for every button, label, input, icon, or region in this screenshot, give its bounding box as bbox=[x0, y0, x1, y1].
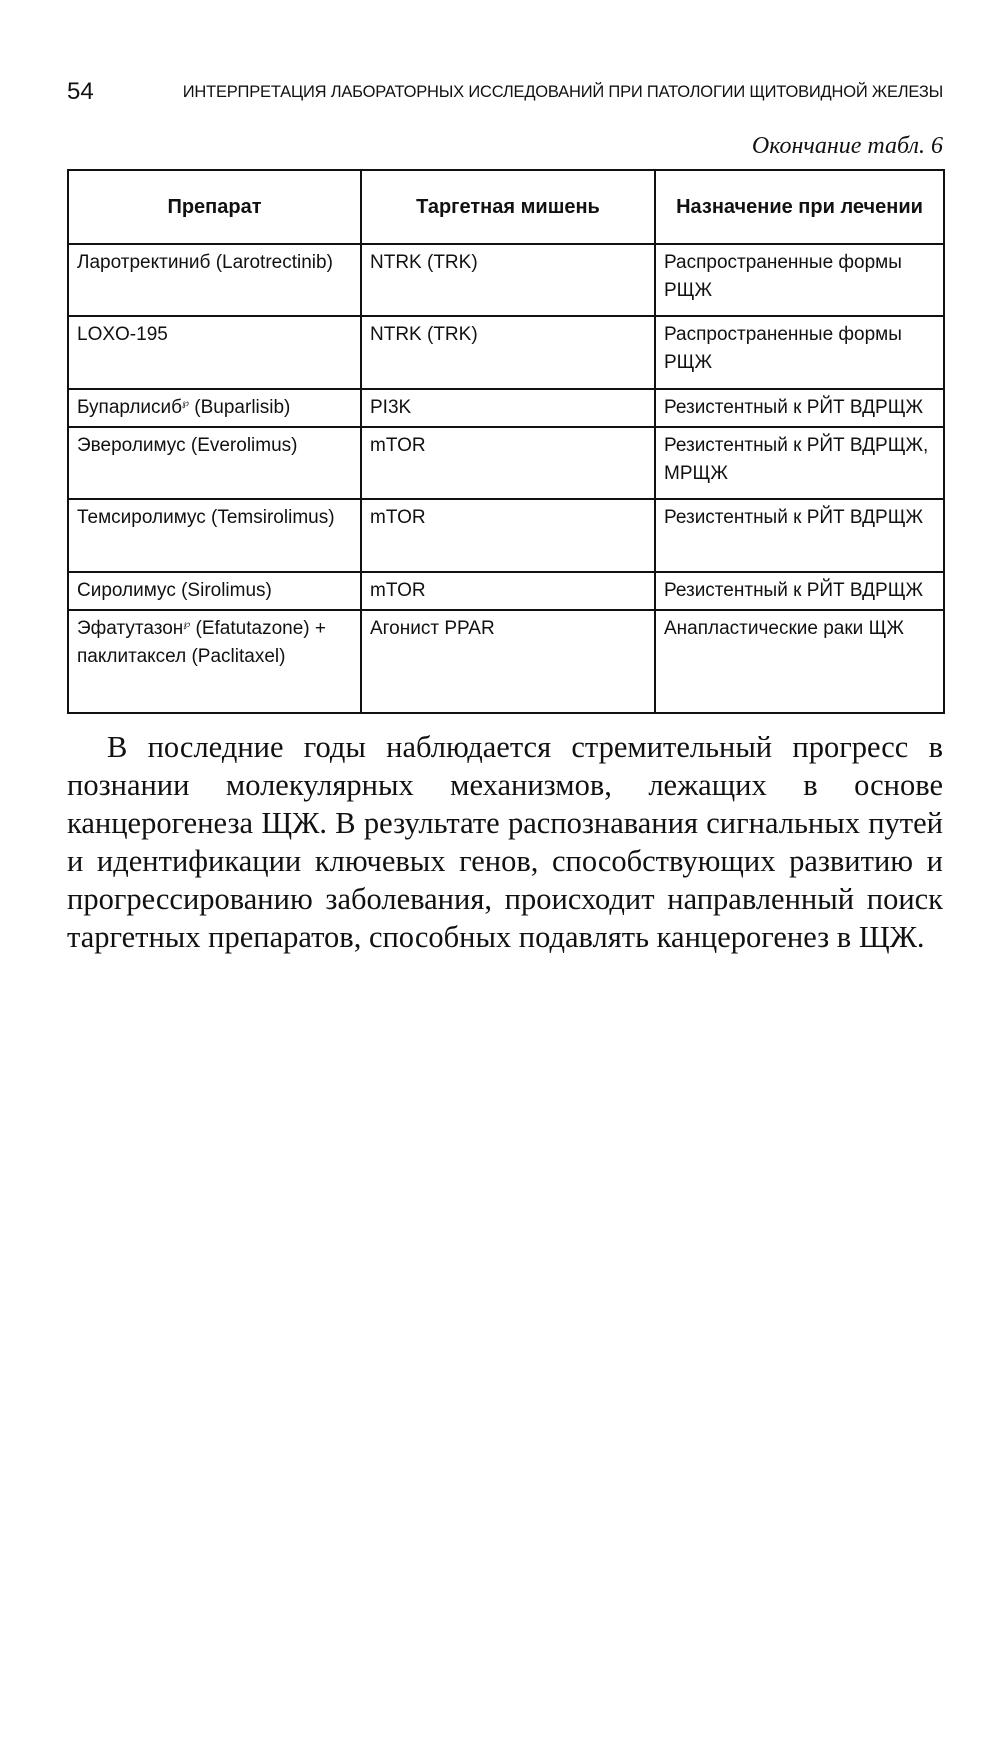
column-header-target: Таргетная мишень bbox=[361, 170, 655, 244]
target-cell: mTOR bbox=[361, 572, 655, 610]
drug-cell: Сиролимус (Sirolimus) bbox=[68, 572, 361, 610]
drug-cell: Эверолимус (Everolimus) bbox=[68, 427, 361, 499]
table-row bbox=[68, 572, 944, 610]
drug-cell bbox=[68, 610, 361, 713]
drug-name: Эфатутазон bbox=[77, 618, 184, 639]
drug-cell: Темсиролимус (Temsirolimus) bbox=[68, 499, 361, 572]
page-number: 54 bbox=[67, 78, 94, 105]
drug-name-latin: (Buparlisib) bbox=[189, 397, 291, 418]
indication-cell: Резистентный к РЙТ ВДРЩЖ bbox=[655, 499, 944, 572]
table-header-row bbox=[68, 170, 944, 244]
drug-name-latin: (Efatutazone) + паклитаксел (Paclitaxel) bbox=[77, 618, 326, 667]
target-cell: NTRK (TRK) bbox=[361, 244, 655, 316]
table-row bbox=[68, 244, 944, 316]
indication-cell: Анапластические раки ЩЖ bbox=[655, 610, 944, 713]
drug-mark: ℘ bbox=[183, 619, 191, 630]
target-cell: mTOR bbox=[361, 427, 655, 499]
indication-cell: Резистентный к РЙТ ВДРЩЖ bbox=[655, 389, 944, 427]
table-row bbox=[68, 389, 944, 427]
drug-table bbox=[67, 169, 945, 714]
table-row bbox=[68, 499, 944, 572]
indication-cell: Резистентный к РЙТ ВДРЩЖ bbox=[655, 572, 944, 610]
indication-cell: Резистентный к РЙТ ВДРЩЖ, МРЩЖ bbox=[655, 427, 944, 499]
target-cell: Агонист PPAR bbox=[361, 610, 655, 713]
body-paragraph: В последние годы наблюдается стремительный прогресс в познании молекулярных механизмов, лежащих в основе канцерогенеза ЩЖ. В результате распознавания сигнальных путей и идентификации ключевых генов, способствующих развитию и прогрессированию заболевания, происходит направленный поиск таргетных препаратов, способных подавлять канцерогенез в ЩЖ. bbox=[67, 730, 943, 954]
indication-cell: Распространенные формы РЩЖ bbox=[655, 244, 944, 316]
drug-name: Бупарлисиб bbox=[77, 397, 183, 418]
column-header-indication: Назначение при лечении bbox=[655, 170, 944, 244]
drug-cell: LOXO-195 bbox=[68, 316, 361, 389]
indication-cell: Распространенные формы РЩЖ bbox=[655, 316, 944, 389]
table-caption: Окончание табл. 6 bbox=[751, 133, 943, 159]
drug-cell bbox=[68, 389, 361, 427]
target-cell: mTOR bbox=[361, 499, 655, 572]
column-header-drug: Препарат bbox=[68, 170, 361, 244]
table-row bbox=[68, 427, 944, 499]
running-title: ИНТЕРПРЕТАЦИЯ ЛАБОРАТОРНЫХ ИССЛЕДОВАНИЙ ПРИ ПАТОЛОГИИ ЩИТОВИДНОЙ ЖЕЛЕЗЫ bbox=[182, 83, 943, 101]
drug-cell: Ларотректиниб (Larotrectinib) bbox=[68, 244, 361, 316]
target-cell: NTRK (TRK) bbox=[361, 316, 655, 389]
table-row bbox=[68, 316, 944, 389]
drug-mark: ℘ bbox=[182, 398, 190, 409]
target-cell: PI3K bbox=[361, 389, 655, 427]
page-header bbox=[67, 74, 943, 110]
table-row bbox=[68, 610, 944, 713]
